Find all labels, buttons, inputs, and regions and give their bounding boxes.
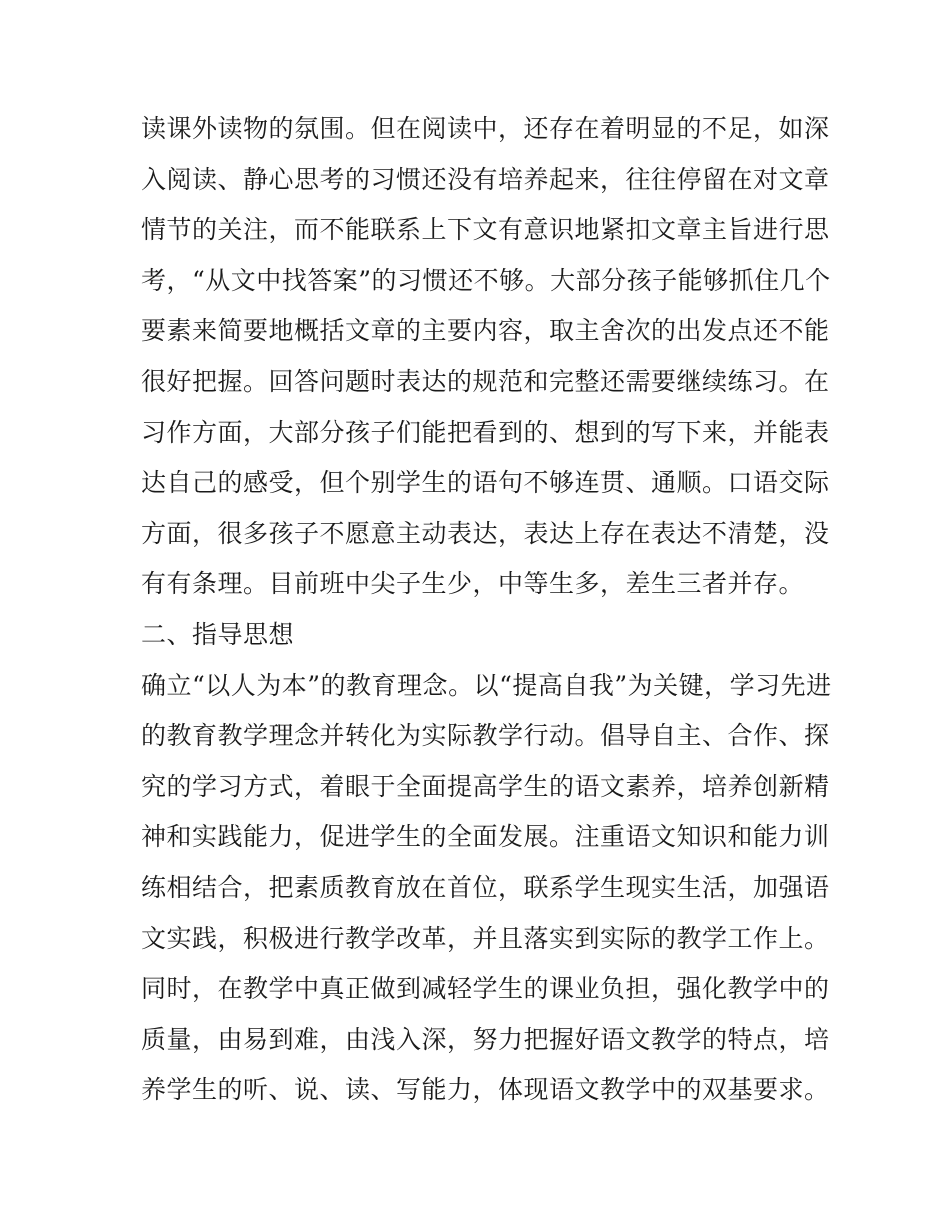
text-line: 练相结合，把素质教育放在首位，联系学生现实生活，加强语 <box>141 872 830 902</box>
text-line: 读课外读物的氛围。但在阅读中，还存在着明显的不足，如深 <box>141 114 830 143</box>
text-line: 入阅读、静心思考的习惯还没有培养起来，往往停留在对文章 <box>141 164 830 194</box>
text-line: 习作方面，大部分孩子们能把看到的、想到的写下来，并能表 <box>141 417 830 447</box>
text-line: 情节的关注，而不能联系上下文有意识地紧扣文章主旨进行思 <box>141 215 830 245</box>
text-line: 的教育教学理念并转化为实际教学行动。倡导自主、合作、探 <box>141 721 830 751</box>
text-line: 究的学习方式，着眼于全面提高学生的语文素养，培养创新精 <box>141 771 830 801</box>
text-line: 文实践，积极进行教学改革，并且落实到实际的教学工作上。 <box>141 923 830 953</box>
text-line: 要素来简要地概括文章的主要内容，取主舍次的出发点还不能 <box>141 316 830 346</box>
text-line: 确立“以人为本”的教育理念。以“提高自我”为关键，学习先进 <box>141 670 832 700</box>
document-body <box>141 104 832 1116</box>
text-line: 方面，很多孩子不愿意主动表达，表达上存在表达不清楚，没 <box>141 518 830 548</box>
text-line: 达自己的感受，但个别学生的语句不够连贯、通顺。口语交际 <box>141 468 830 498</box>
text-line: 质量，由易到难，由浅入深，努力把握好语文教学的特点，培 <box>141 1024 830 1054</box>
section-heading: 二、指导思想 <box>141 619 295 649</box>
text-line: 养学生的听、说、读、写能力，体现语文教学中的双基要求。 <box>141 1075 830 1105</box>
text-line: 同时，在教学中真正做到减轻学生的课业负担，强化教学中的 <box>141 974 830 1004</box>
text-line: 考，“从文中找答案”的习惯还不够。大部分孩子能够抓住几个 <box>141 265 831 295</box>
text-line: 很好把握。回答问题时表达的规范和完整还需要继续练习。在 <box>141 366 830 396</box>
text-line: 神和实践能力，促进学生的全面发展。注重语文知识和能力训 <box>141 822 830 852</box>
text-line: 有有条理。目前班中尖子生少，中等生多，差生三者并存。 <box>141 569 805 599</box>
